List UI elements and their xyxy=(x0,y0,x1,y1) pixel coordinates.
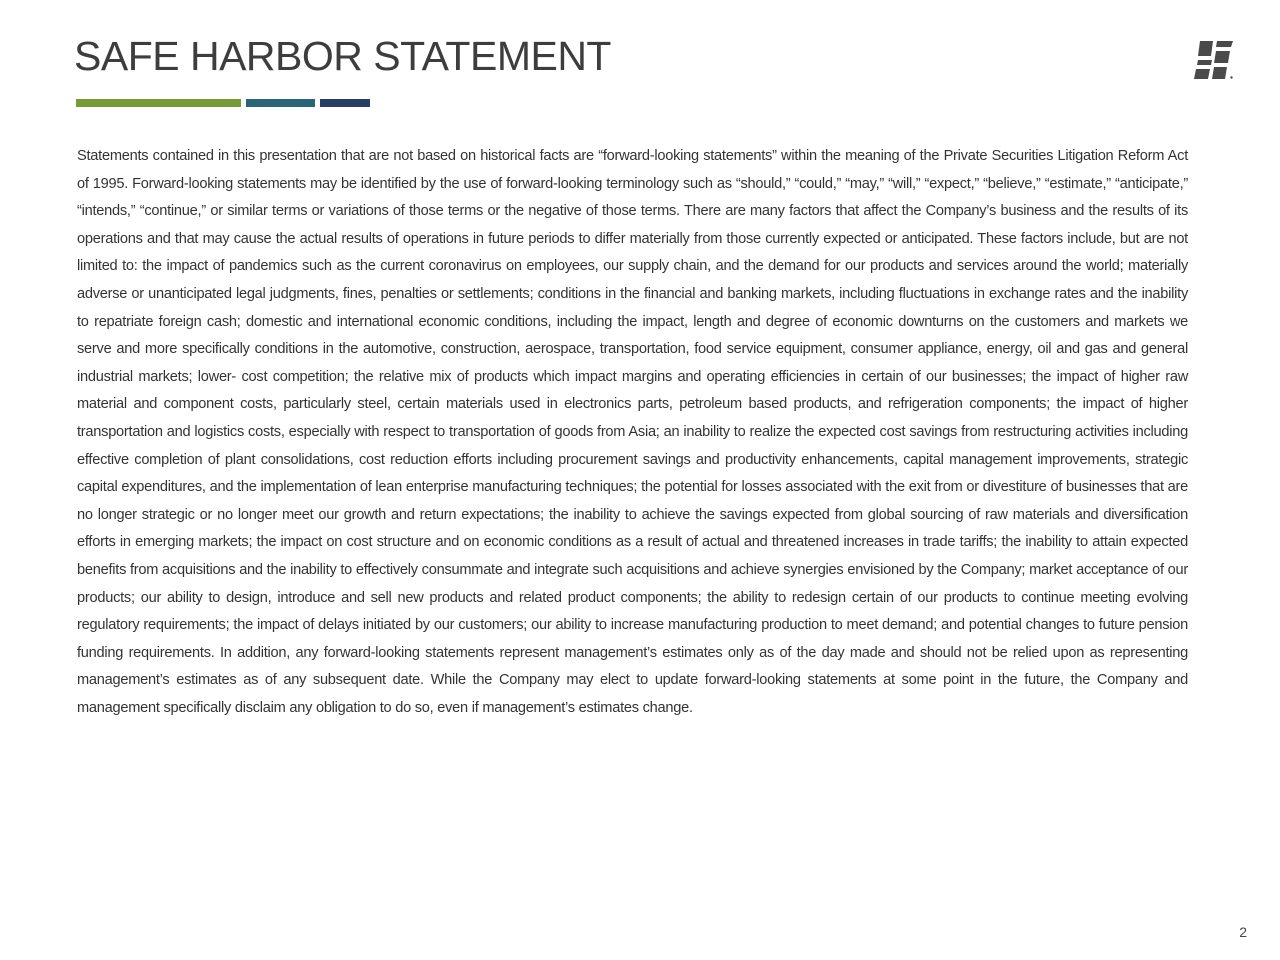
accent-bar-green xyxy=(76,99,241,107)
accent-bar-teal xyxy=(246,99,315,107)
logo-shapes xyxy=(1194,41,1233,79)
title-accent-bars xyxy=(76,99,376,107)
page-number: 2 xyxy=(1239,924,1247,940)
safe-harbor-paragraph: Statements contained in this presentation that are not based on historical facts are “forward-looking statements” within the meaning of the Private Securities Litigation Reform Act of 1995. Forward-looking statements may be identified by the use of forward-looking terminology such as “should,” “could,” “may,” “will,” “expect,” “believe,” “estimate,” “anticipate,” “intends,” “continue,” or similar terms or variations of those terms or the negative of those terms. There are many factors that affect the Company’s business and the results of its operations and that may cause the actual results of operations in future periods to differ materially from those currently expected or anticipated. These factors include, but are not limited to: the impact of pandemics such as the current coronavirus on employees, our supply chain, and the demand for our products and services around the world; materially adverse or unanticipated legal judgments, fines, penalties or settlements; conditions in the financial and banking markets, including fluctuations in exchange rates and the inability to repatriate foreign cash; domestic and international economic conditions, including the impact, length and degree of economic downturns on the customers and markets we serve and more specifically conditions in the automotive, construction, aerospace, transportation, food service equipment, consumer appliance, energy, oil and gas and general industrial markets; lower- cost competition; the relative mix of products which impact margins and operating efficiencies in certain of our businesses; the impact of higher raw material and component costs, particularly steel, certain materials used in electronics parts, petroleum based products, and refrigeration components; the impact of higher transportation and logistics costs, especially with respect to transportation of goods from Asia; an inability to realize the expected cost savings from restructuring activities including effective completion of plant consolidations, cost reduction efforts including procurement savings and productivity enhancements, capital management improvements, strategic capital expenditures, and the implementation of lean enterprise manufacturing techniques; the potential for losses associated with the exit from or divestiture of businesses that are no longer strategic or no longer meet our growth and return expectations; the inability to achieve the savings expected from global sourcing of raw materials and diversification efforts in emerging markets; the impact on cost structure and on economic conditions as a result of actual and threatened increases in trade tariffs; the inability to attain expected benefits from acquisitions and the inability to effectively consummate and integrate such acquisitions and achieve synergies envisioned by the Company; market acceptance of our products; our ability to design, introduce and sell new products and related product components; the ability to redesign certain of our products to continue meeting evolving regulatory requirements; the impact of delays initiated by our customers; our ability to increase manufacturing production to meet demand; and potential changes to future pension funding requirements. In addition, any forward-looking statements represent management’s estimates only as of the day made and should not be relied upon as representing management’s estimates as of any subsequent date. While the Company may elect to update forward-looking statements at some point in the future, the Company and management specifically disclaim any obligation to do so, even if management’s estimates change. xyxy=(77,148,1188,716)
page-title: SAFE HARBOR STATEMENT xyxy=(74,33,611,79)
company-logo-glyph xyxy=(1193,38,1237,82)
company-logo-icon xyxy=(1193,38,1237,82)
accent-bar-navy xyxy=(320,99,370,107)
